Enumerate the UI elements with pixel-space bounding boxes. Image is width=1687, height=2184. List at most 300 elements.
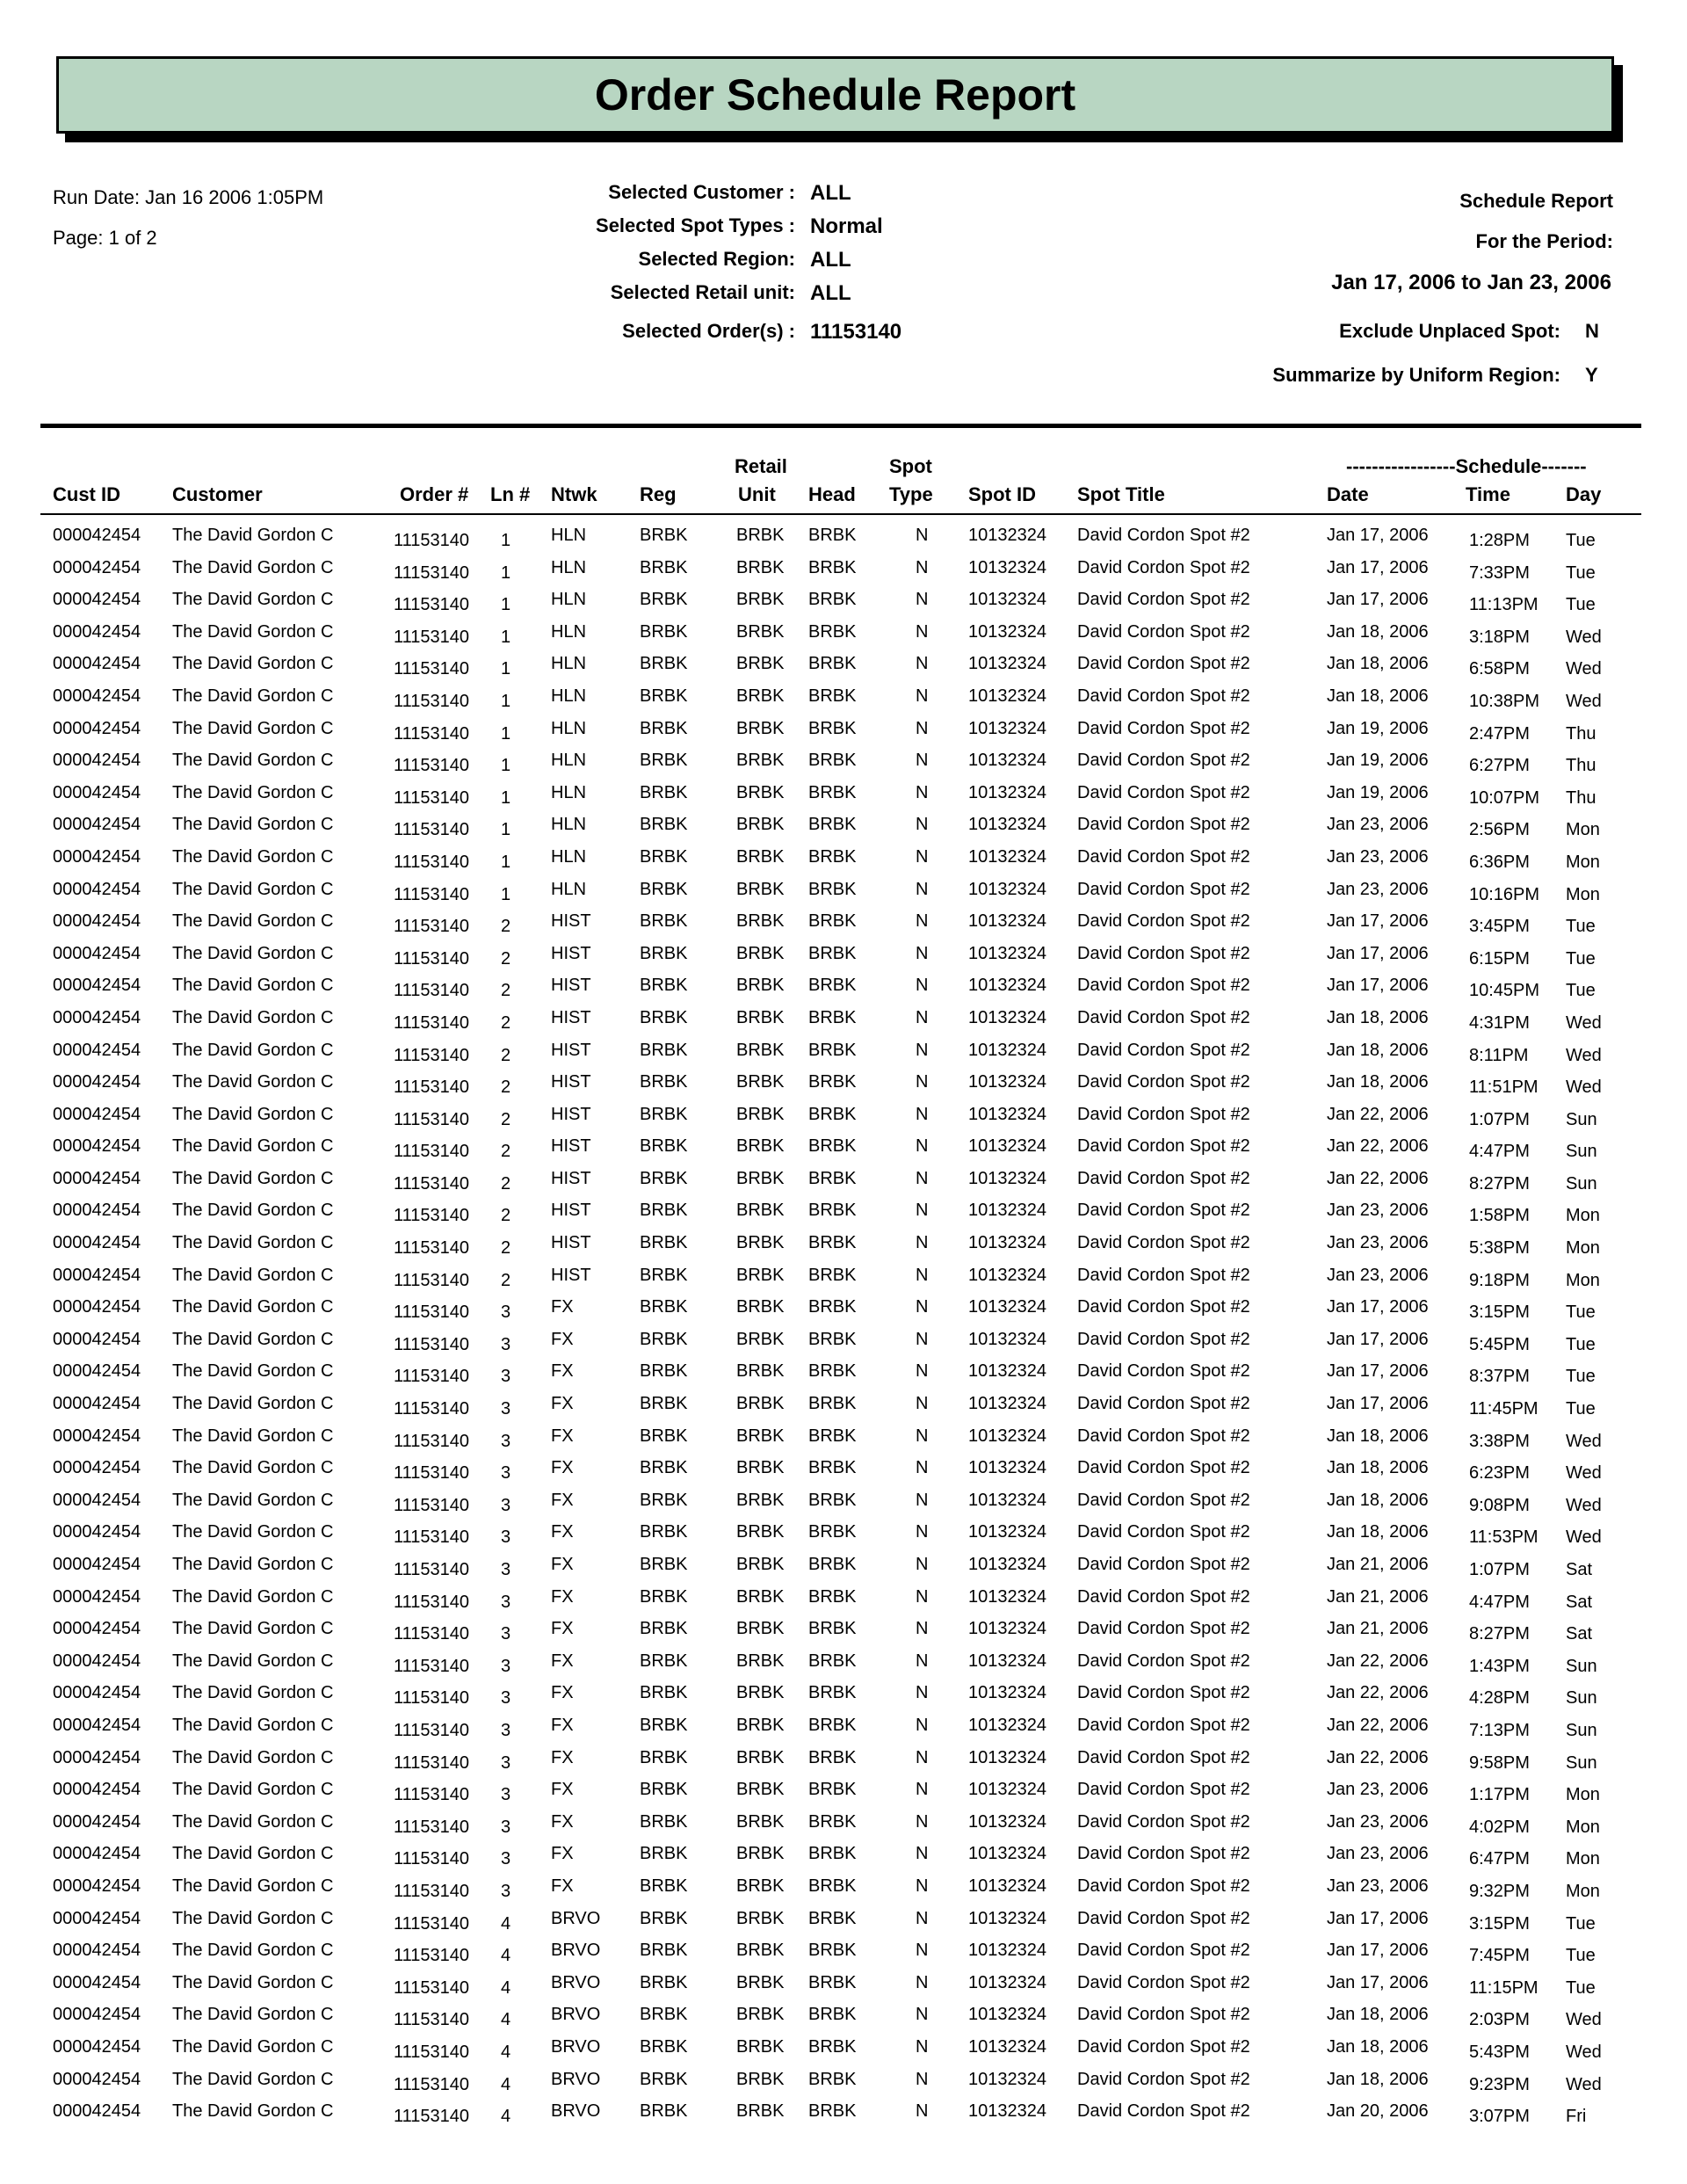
- retail-unit-cell: BRBK: [736, 1972, 785, 1992]
- selected-retail-unit-label: Selected Retail unit:: [610, 281, 795, 303]
- spot-type-cell: N: [916, 1329, 929, 1349]
- table-row: [0, 2098, 1687, 2130]
- customer-cell: The David Gordon C: [172, 2005, 334, 2025]
- spot-id-cell: 10132324: [968, 782, 1046, 802]
- table-row: [0, 2034, 1687, 2066]
- spot-id-cell: 10132324: [968, 751, 1046, 771]
- day-cell: Mon: [1566, 1785, 1600, 1805]
- date-cell: Jan 19, 2006: [1327, 782, 1429, 802]
- reg-cell: BRBK: [640, 2101, 688, 2122]
- spot-title-cell: David Cordon Spot #2: [1077, 1297, 1250, 1317]
- retail-unit-cell: BRBK: [736, 879, 785, 899]
- cust-id-cell: 000042454: [53, 1265, 141, 1285]
- order-cell: 11153140: [394, 659, 470, 679]
- time-cell: 1:58PM: [1469, 1206, 1530, 1226]
- order-cell: 11153140: [394, 1173, 470, 1194]
- order-cell: 11153140: [394, 1656, 470, 1676]
- day-cell: Thu: [1566, 787, 1596, 808]
- ntwk-cell: HLN: [551, 782, 587, 802]
- ln-cell: 4: [501, 2042, 511, 2062]
- table-row: [0, 1230, 1687, 1262]
- order-cell: 11153140: [394, 1592, 470, 1612]
- time-cell: 4:47PM: [1469, 1142, 1530, 1162]
- date-cell: Jan 17, 2006: [1327, 911, 1429, 932]
- head-cell: BRBK: [808, 1715, 857, 1735]
- ln-cell: 1: [501, 820, 511, 840]
- table-row: [0, 1615, 1687, 1648]
- time-cell: 10:38PM: [1469, 691, 1540, 711]
- date-cell: Jan 18, 2006: [1327, 1007, 1429, 1027]
- ln-cell: 3: [501, 1720, 511, 1740]
- time-cell: 11:45PM: [1469, 1399, 1539, 1419]
- reg-cell: BRBK: [640, 1329, 688, 1349]
- ntwk-cell: FX: [551, 1651, 574, 1671]
- reg-cell: BRBK: [640, 2036, 688, 2057]
- ntwk-cell: FX: [551, 1619, 574, 1639]
- header-retail-top: Retail: [735, 455, 787, 477]
- day-cell: Mon: [1566, 820, 1600, 840]
- spot-id-cell: 10132324: [968, 2101, 1046, 2122]
- order-cell: 11153140: [394, 884, 470, 904]
- order-cell: 11153140: [394, 1527, 470, 1548]
- spot-title-cell: David Cordon Spot #2: [1077, 782, 1250, 802]
- ln-cell: 1: [501, 723, 511, 744]
- time-cell: 3:18PM: [1469, 627, 1530, 647]
- retail-unit-cell: BRBK: [736, 1941, 785, 1961]
- customer-cell: The David Gordon C: [172, 1297, 334, 1317]
- ln-cell: 2: [501, 917, 511, 937]
- ln-cell: 3: [501, 1817, 511, 1837]
- day-cell: Tue: [1566, 1334, 1596, 1354]
- spot-type-cell: N: [916, 718, 929, 738]
- table-row: [0, 2066, 1687, 2099]
- ln-cell: 3: [501, 1367, 511, 1387]
- retail-unit-cell: BRBK: [736, 846, 785, 867]
- spot-title-cell: David Cordon Spot #2: [1077, 815, 1250, 835]
- time-cell: 11:15PM: [1469, 1977, 1539, 1998]
- table-row: [0, 1165, 1687, 1198]
- table-row: [0, 1423, 1687, 1455]
- day-cell: Sun: [1566, 1688, 1597, 1709]
- ntwk-cell: HLN: [551, 654, 587, 674]
- spot-type-cell: N: [916, 1811, 929, 1832]
- spot-type-cell: N: [916, 1426, 929, 1446]
- spot-type-cell: N: [916, 751, 929, 771]
- time-cell: 4:47PM: [1469, 1592, 1530, 1612]
- order-cell: 11153140: [394, 2010, 470, 2030]
- cust-id-cell: 000042454: [53, 1007, 141, 1027]
- retail-unit-cell: BRBK: [736, 590, 785, 610]
- order-cell: 11153140: [394, 1752, 470, 1773]
- spot-id-cell: 10132324: [968, 718, 1046, 738]
- head-cell: BRBK: [808, 2036, 857, 2057]
- order-cell: 11153140: [394, 981, 470, 1001]
- spot-title-cell: David Cordon Spot #2: [1077, 846, 1250, 867]
- table-row: [0, 715, 1687, 748]
- time-cell: 4:31PM: [1469, 1012, 1530, 1033]
- spot-title-cell: David Cordon Spot #2: [1077, 751, 1250, 771]
- reg-cell: BRBK: [640, 1811, 688, 1832]
- spot-id-cell: 10132324: [968, 1876, 1046, 1896]
- spot-id-cell: 10132324: [968, 1265, 1046, 1285]
- date-cell: Jan 18, 2006: [1327, 2036, 1429, 2057]
- day-cell: Tue: [1566, 981, 1596, 1001]
- spot-title-cell: David Cordon Spot #2: [1077, 1908, 1250, 1928]
- order-cell: 11153140: [394, 1688, 470, 1709]
- head-cell: BRBK: [808, 1747, 857, 1767]
- cust-id-cell: 000042454: [53, 1490, 141, 1510]
- ln-cell: 2: [501, 1109, 511, 1129]
- reg-cell: BRBK: [640, 1780, 688, 1800]
- spot-type-cell: N: [916, 1972, 929, 1992]
- ntwk-cell: HIST: [551, 1072, 591, 1092]
- date-cell: Jan 17, 2006: [1327, 590, 1429, 610]
- cust-id-cell: 000042454: [53, 1972, 141, 1992]
- cust-id-cell: 000042454: [53, 1522, 141, 1542]
- ln-cell: 2: [501, 1270, 511, 1290]
- cust-id-cell: 000042454: [53, 1168, 141, 1188]
- time-cell: 2:56PM: [1469, 820, 1530, 840]
- spot-type-cell: N: [916, 1201, 929, 1221]
- spot-id-cell: 10132324: [968, 2036, 1046, 2057]
- reg-cell: BRBK: [640, 621, 688, 642]
- retail-unit-cell: BRBK: [736, 1747, 785, 1767]
- head-cell: BRBK: [808, 1007, 857, 1027]
- time-cell: 9:58PM: [1469, 1752, 1530, 1773]
- spot-title-cell: David Cordon Spot #2: [1077, 557, 1250, 577]
- day-cell: Wed: [1566, 1495, 1602, 1515]
- spot-type-cell: N: [916, 1458, 929, 1478]
- retail-unit-cell: BRBK: [736, 1908, 785, 1928]
- retail-unit-cell: BRBK: [736, 1297, 785, 1317]
- head-cell: BRBK: [808, 2005, 857, 2025]
- selected-orders-label: Selected Order(s) :: [622, 320, 795, 342]
- ln-cell: 3: [501, 1849, 511, 1869]
- date-cell: Jan 22, 2006: [1327, 1136, 1429, 1157]
- reg-cell: BRBK: [640, 1233, 688, 1253]
- head-cell: BRBK: [808, 1586, 857, 1607]
- ln-cell: 4: [501, 2010, 511, 2030]
- spot-title-cell: David Cordon Spot #2: [1077, 1844, 1250, 1864]
- spot-title-cell: David Cordon Spot #2: [1077, 1780, 1250, 1800]
- date-cell: Jan 21, 2006: [1327, 1586, 1429, 1607]
- spot-id-cell: 10132324: [968, 1619, 1046, 1639]
- reg-cell: BRBK: [640, 1876, 688, 1896]
- table-row: [0, 972, 1687, 1005]
- exclude-unplaced-value: N: [1585, 320, 1599, 342]
- reg-cell: BRBK: [640, 911, 688, 932]
- day-cell: Sun: [1566, 1752, 1597, 1773]
- customer-cell: The David Gordon C: [172, 782, 334, 802]
- reg-cell: BRBK: [640, 846, 688, 867]
- order-cell: 11153140: [394, 1785, 470, 1805]
- selected-spot-types-value: Normal: [810, 214, 883, 238]
- customer-cell: The David Gordon C: [172, 590, 334, 610]
- order-cell: 11153140: [394, 1946, 470, 1966]
- reg-cell: BRBK: [640, 1651, 688, 1671]
- retail-unit-cell: BRBK: [736, 1104, 785, 1124]
- ln-cell: 1: [501, 595, 511, 615]
- reg-cell: BRBK: [640, 2005, 688, 2025]
- spot-title-cell: David Cordon Spot #2: [1077, 1104, 1250, 1124]
- reg-cell: BRBK: [640, 1136, 688, 1157]
- ln-cell: 1: [501, 531, 511, 550]
- spot-title-cell: David Cordon Spot #2: [1077, 1201, 1250, 1221]
- retail-unit-cell: BRBK: [736, 943, 785, 963]
- ln-cell: 1: [501, 659, 511, 679]
- date-cell: Jan 23, 2006: [1327, 1811, 1429, 1832]
- ntwk-cell: BRVO: [551, 2069, 601, 2089]
- order-cell: 11153140: [394, 1849, 470, 1869]
- spot-title-cell: David Cordon Spot #2: [1077, 2005, 1250, 2025]
- table-row: [0, 1712, 1687, 1745]
- cust-id-cell: 000042454: [53, 976, 141, 996]
- spot-id-cell: 10132324: [968, 976, 1046, 996]
- date-cell: Jan 22, 2006: [1327, 1683, 1429, 1703]
- cust-id-cell: 000042454: [53, 526, 141, 545]
- reg-cell: BRBK: [640, 686, 688, 706]
- spot-id-cell: 10132324: [968, 879, 1046, 899]
- reg-cell: BRBK: [640, 751, 688, 771]
- customer-cell: The David Gordon C: [172, 1522, 334, 1542]
- spot-type-cell: N: [916, 879, 929, 899]
- day-cell: Mon: [1566, 1881, 1600, 1901]
- day-cell: Wed: [1566, 2042, 1602, 2062]
- order-cell: 11153140: [394, 1109, 470, 1129]
- customer-cell: The David Gordon C: [172, 1007, 334, 1027]
- retail-unit-cell: BRBK: [736, 1811, 785, 1832]
- reg-cell: BRBK: [640, 526, 688, 545]
- ntwk-cell: FX: [551, 1715, 574, 1735]
- day-cell: Sat: [1566, 1560, 1593, 1579]
- reg-cell: BRBK: [640, 1007, 688, 1027]
- head-cell: BRBK: [808, 2101, 857, 2122]
- spot-title-cell: David Cordon Spot #2: [1077, 1972, 1250, 1992]
- day-cell: Wed: [1566, 1012, 1602, 1033]
- spot-title-cell: David Cordon Spot #2: [1077, 1941, 1250, 1961]
- day-cell: Tue: [1566, 917, 1596, 937]
- customer-cell: The David Gordon C: [172, 1361, 334, 1382]
- customer-cell: The David Gordon C: [172, 718, 334, 738]
- spot-id-cell: 10132324: [968, 1586, 1046, 1607]
- date-cell: Jan 18, 2006: [1327, 1040, 1429, 1060]
- reg-cell: BRBK: [640, 1361, 688, 1382]
- spot-type-cell: N: [916, 1168, 929, 1188]
- time-cell: 5:45PM: [1469, 1334, 1530, 1354]
- retail-unit-cell: BRBK: [736, 1844, 785, 1864]
- date-cell: Jan 23, 2006: [1327, 846, 1429, 867]
- date-cell: Jan 22, 2006: [1327, 1747, 1429, 1767]
- date-cell: Jan 18, 2006: [1327, 1426, 1429, 1446]
- day-cell: Sun: [1566, 1109, 1597, 1129]
- day-cell: Wed: [1566, 2074, 1602, 2094]
- spot-id-cell: 10132324: [968, 2005, 1046, 2025]
- customer-cell: The David Gordon C: [172, 976, 334, 996]
- day-cell: Mon: [1566, 1238, 1600, 1259]
- table-row: [0, 1937, 1687, 1970]
- retail-unit-cell: BRBK: [736, 1007, 785, 1027]
- time-cell: 6:36PM: [1469, 852, 1530, 872]
- cust-id-cell: 000042454: [53, 654, 141, 674]
- order-cell: 11153140: [394, 1302, 470, 1323]
- spot-type-cell: N: [916, 1265, 929, 1285]
- head-cell: BRBK: [808, 1458, 857, 1478]
- spot-title-cell: David Cordon Spot #2: [1077, 1168, 1250, 1188]
- date-cell: Jan 18, 2006: [1327, 1458, 1429, 1478]
- date-cell: Jan 23, 2006: [1327, 1233, 1429, 1253]
- spot-type-cell: N: [916, 590, 929, 610]
- cust-id-cell: 000042454: [53, 1683, 141, 1703]
- spot-type-cell: N: [916, 1297, 929, 1317]
- table-row: [0, 1069, 1687, 1101]
- spot-id-cell: 10132324: [968, 1040, 1046, 1060]
- date-cell: Jan 18, 2006: [1327, 621, 1429, 642]
- spot-id-cell: 10132324: [968, 686, 1046, 706]
- order-cell: 11153140: [394, 531, 470, 550]
- head-cell: BRBK: [808, 1426, 857, 1446]
- spot-title-cell: David Cordon Spot #2: [1077, 1747, 1250, 1767]
- ln-cell: 1: [501, 627, 511, 647]
- header-divider: [40, 424, 1641, 428]
- customer-cell: The David Gordon C: [172, 846, 334, 867]
- customer-cell: The David Gordon C: [172, 1072, 334, 1092]
- day-cell: Sat: [1566, 1592, 1593, 1612]
- spot-id-cell: 10132324: [968, 1201, 1046, 1221]
- retail-unit-cell: BRBK: [736, 1715, 785, 1735]
- retail-unit-cell: BRBK: [736, 2069, 785, 2089]
- day-cell: Tue: [1566, 1399, 1596, 1419]
- retail-unit-cell: BRBK: [736, 1780, 785, 1800]
- order-cell: 11153140: [394, 562, 470, 583]
- retail-unit-cell: BRBK: [736, 686, 785, 706]
- retail-unit-cell: BRBK: [736, 1619, 785, 1639]
- day-cell: Sun: [1566, 1173, 1597, 1194]
- time-cell: 6:23PM: [1469, 1463, 1530, 1484]
- retail-unit-cell: BRBK: [736, 1361, 785, 1382]
- retail-unit-cell: BRBK: [736, 751, 785, 771]
- header-cust-id: Cust ID: [53, 483, 120, 505]
- spot-id-cell: 10132324: [968, 846, 1046, 867]
- spot-id-cell: 10132324: [968, 1168, 1046, 1188]
- spot-id-cell: 10132324: [968, 2069, 1046, 2089]
- cust-id-cell: 000042454: [53, 686, 141, 706]
- spot-type-cell: N: [916, 2101, 929, 2122]
- ntwk-cell: BRVO: [551, 1908, 601, 1928]
- cust-id-cell: 000042454: [53, 815, 141, 835]
- retail-unit-cell: BRBK: [736, 1683, 785, 1703]
- spot-title-cell: David Cordon Spot #2: [1077, 1040, 1250, 1060]
- date-cell: Jan 17, 2006: [1327, 1972, 1429, 1992]
- head-cell: BRBK: [808, 1040, 857, 1060]
- cust-id-cell: 000042454: [53, 1811, 141, 1832]
- spot-type-cell: N: [916, 1040, 929, 1060]
- spot-title-cell: David Cordon Spot #2: [1077, 1329, 1250, 1349]
- cust-id-cell: 000042454: [53, 911, 141, 932]
- ntwk-cell: FX: [551, 1844, 574, 1864]
- ntwk-cell: FX: [551, 1780, 574, 1800]
- cust-id-cell: 000042454: [53, 1426, 141, 1446]
- date-cell: Jan 17, 2006: [1327, 1941, 1429, 1961]
- ln-cell: 3: [501, 1624, 511, 1644]
- table-row: [0, 1005, 1687, 1037]
- reg-cell: BRBK: [640, 782, 688, 802]
- spot-title-cell: David Cordon Spot #2: [1077, 1586, 1250, 1607]
- spot-type-cell: N: [916, 1908, 929, 1928]
- customer-cell: The David Gordon C: [172, 911, 334, 932]
- head-cell: BRBK: [808, 1329, 857, 1349]
- retail-unit-cell: BRBK: [736, 557, 785, 577]
- table-row: [0, 683, 1687, 715]
- header-customer: Customer: [172, 483, 263, 505]
- table-row: [0, 1519, 1687, 1551]
- table-row: [0, 1776, 1687, 1809]
- time-cell: 9:23PM: [1469, 2074, 1530, 2094]
- ntwk-cell: HIST: [551, 1136, 591, 1157]
- customer-cell: The David Gordon C: [172, 1780, 334, 1800]
- time-cell: 3:45PM: [1469, 917, 1530, 937]
- spot-type-cell: N: [916, 1683, 929, 1703]
- time-cell: 6:47PM: [1469, 1849, 1530, 1869]
- time-cell: 8:37PM: [1469, 1367, 1530, 1387]
- retail-unit-cell: BRBK: [736, 1555, 785, 1574]
- table-row: [0, 1680, 1687, 1712]
- order-cell: 11153140: [394, 2042, 470, 2062]
- selected-retail-unit-value: ALL: [810, 281, 851, 305]
- run-date: Run Date: Jan 16 2006 1:05PM: [53, 186, 324, 208]
- day-cell: Sun: [1566, 1656, 1597, 1676]
- spot-id-cell: 10132324: [968, 1522, 1046, 1542]
- cust-id-cell: 000042454: [53, 2101, 141, 2122]
- retail-unit-cell: BRBK: [736, 526, 785, 545]
- customer-cell: The David Gordon C: [172, 2069, 334, 2089]
- time-cell: 10:45PM: [1469, 981, 1540, 1001]
- cust-id-cell: 000042454: [53, 1201, 141, 1221]
- cust-id-cell: 000042454: [53, 1908, 141, 1928]
- spot-type-cell: N: [916, 2036, 929, 2057]
- order-cell: 11153140: [394, 1720, 470, 1740]
- selected-customer-value: ALL: [810, 181, 851, 205]
- spot-id-cell: 10132324: [968, 654, 1046, 674]
- spot-id-cell: 10132324: [968, 1715, 1046, 1735]
- customer-cell: The David Gordon C: [172, 1201, 334, 1221]
- spot-title-cell: David Cordon Spot #2: [1077, 1619, 1250, 1639]
- spot-type-cell: N: [916, 2069, 929, 2089]
- order-cell: 11153140: [394, 1977, 470, 1998]
- spot-type-cell: N: [916, 654, 929, 674]
- spot-id-cell: 10132324: [968, 1426, 1046, 1446]
- ln-cell: 1: [501, 884, 511, 904]
- cust-id-cell: 000042454: [53, 590, 141, 610]
- header-spot-title: Spot Title: [1077, 483, 1165, 505]
- spot-type-cell: N: [916, 1619, 929, 1639]
- retail-unit-cell: BRBK: [736, 1426, 785, 1446]
- spot-title-cell: David Cordon Spot #2: [1077, 1233, 1250, 1253]
- spot-title-cell: David Cordon Spot #2: [1077, 1265, 1250, 1285]
- cust-id-cell: 000042454: [53, 1941, 141, 1961]
- time-cell: 3:15PM: [1469, 1302, 1530, 1323]
- customer-cell: The David Gordon C: [172, 1941, 334, 1961]
- day-cell: Sat: [1566, 1624, 1593, 1644]
- ntwk-cell: HLN: [551, 846, 587, 867]
- time-cell: 6:27PM: [1469, 756, 1530, 776]
- retail-unit-cell: BRBK: [736, 911, 785, 932]
- spot-type-cell: N: [916, 943, 929, 963]
- table-row: [0, 1037, 1687, 1070]
- retail-unit-cell: BRBK: [736, 1394, 785, 1414]
- ln-cell: 3: [501, 1560, 511, 1579]
- spot-type-cell: N: [916, 1844, 929, 1864]
- exclude-unplaced-label: Exclude Unplaced Spot:: [1339, 320, 1560, 342]
